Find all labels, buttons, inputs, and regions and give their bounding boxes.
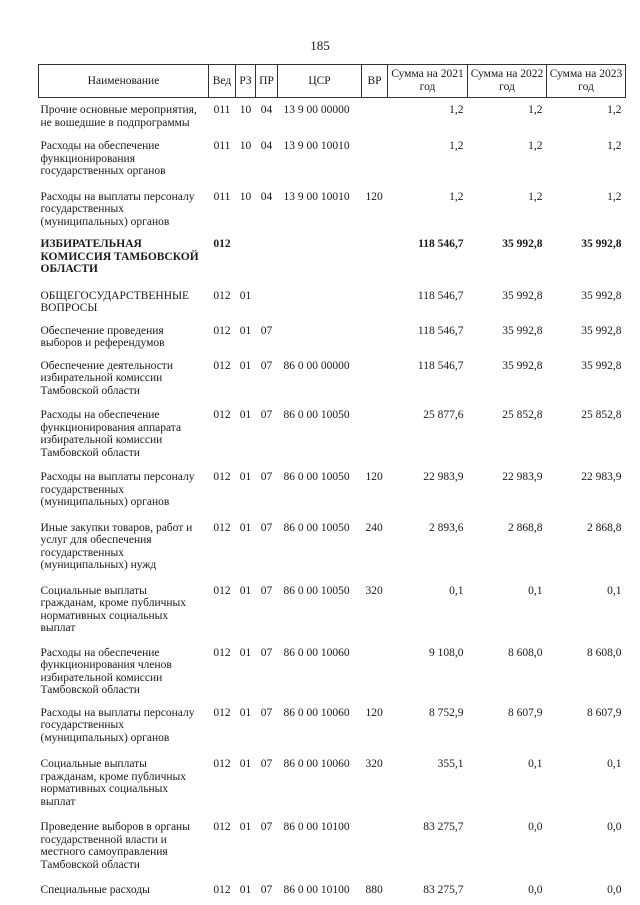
row-sum-2023: 0,1 xyxy=(607,758,622,770)
row-pr xyxy=(256,228,278,276)
row-sum-2021: 83 275,7 xyxy=(423,821,464,833)
row-ved: 012 xyxy=(213,471,231,483)
row-sum-2022: 35 992,8 xyxy=(502,324,543,337)
row-rz: 01 xyxy=(239,706,252,719)
row-sum-2021: 25 877,6 xyxy=(423,409,464,421)
row-sum-2022: 35 992,8 xyxy=(502,359,543,372)
row-sum-2023: 0,0 xyxy=(607,884,622,896)
row-pr: 07 xyxy=(260,646,273,659)
row-name: Проведение выборов в органы государственной власти и местного самоуправления Тамбовской области xyxy=(40,821,190,871)
row-pr: 04 xyxy=(260,140,273,152)
table-row xyxy=(39,350,626,398)
budget-table xyxy=(38,64,626,897)
row-name: Расходы на обеспечение функционирования аппарата избирательной комиссии Тамбовской области xyxy=(40,409,182,459)
row-ved: 012 xyxy=(213,289,231,302)
row-name: ОБЩЕГОСУДАРСТВЕННЫЕ ВОПРОСЫ xyxy=(40,289,190,314)
row-ved: 012 xyxy=(213,758,231,770)
row-rz: 01 xyxy=(239,359,252,372)
row-csr: 86 0 00 10100 xyxy=(283,821,350,833)
row-vr: 320 xyxy=(365,584,383,597)
row-vr: 120 xyxy=(365,471,383,483)
row-sum-2022: 22 983,9 xyxy=(502,471,543,483)
row-sum-2023: 25 852,8 xyxy=(581,409,622,421)
row-sum-2022: 35 992,8 xyxy=(502,238,543,250)
row-ved: 012 xyxy=(213,521,231,534)
header-sum-2021: Сумма на 2021 год xyxy=(388,65,468,98)
row-sum-2023: 22 983,9 xyxy=(581,471,622,483)
table-row xyxy=(39,744,626,808)
row-sum-2021: 1,2 xyxy=(449,104,464,116)
row-vr xyxy=(362,129,388,178)
row-name: Расходы на обеспечение функционирования членов избирательной комиссии Тамбовской области xyxy=(40,646,172,696)
row-sum-2023: 1,2 xyxy=(607,190,622,203)
row-csr: 86 0 00 10050 xyxy=(283,521,350,534)
row-pr: 07 xyxy=(260,706,273,719)
row-vr xyxy=(362,397,388,459)
row-sum-2021: 118 546,7 xyxy=(417,324,464,337)
row-pr: 04 xyxy=(260,104,273,116)
row-pr: 07 xyxy=(260,758,273,770)
row-csr: 86 0 00 00000 xyxy=(283,359,350,372)
table-row xyxy=(39,315,626,350)
row-name: Социальные выплаты гражданам, кроме публичных нормативных социальных выплат xyxy=(40,758,187,808)
row-name: Иные закупки товаров, работ и услуг для обеспечения государственных (муниципальных) нужд xyxy=(40,521,193,571)
row-ved: 012 xyxy=(213,359,231,372)
row-sum-2022: 2 868,8 xyxy=(508,521,543,534)
row-ved: 011 xyxy=(213,190,231,203)
row-vr xyxy=(362,635,388,697)
table-row xyxy=(39,276,626,315)
row-sum-2023: 0,1 xyxy=(607,584,622,597)
row-sum-2021: 1,2 xyxy=(449,140,464,152)
table-row xyxy=(39,129,626,178)
row-csr xyxy=(278,228,362,276)
row-rz: 01 xyxy=(239,521,252,534)
row-sum-2023: 1,2 xyxy=(607,104,622,116)
row-name: Расходы на выплаты персоналу государственных (муниципальных) органов xyxy=(40,190,195,228)
table-row xyxy=(39,228,626,276)
row-ved: 012 xyxy=(213,706,231,719)
row-sum-2021: 8 752,9 xyxy=(429,706,464,719)
row-sum-2022: 8 607,9 xyxy=(508,706,543,719)
header-pr: ПР xyxy=(256,65,278,98)
row-pr: 04 xyxy=(260,190,273,203)
row-name: Обеспечение проведения выборов и референдумов xyxy=(40,324,165,349)
row-sum-2021: 0,1 xyxy=(449,584,464,597)
row-vr xyxy=(362,98,388,130)
row-name: Специальные расходы xyxy=(40,884,150,896)
table-row xyxy=(39,697,626,745)
row-pr: 07 xyxy=(260,884,273,896)
row-csr xyxy=(278,315,362,350)
row-rz: 10 xyxy=(239,190,252,203)
row-sum-2023: 8 607,9 xyxy=(587,706,622,719)
row-vr: 120 xyxy=(365,706,383,719)
row-name: Расходы на выплаты персоналу государственных (муниципальных) органов xyxy=(40,706,195,744)
row-sum-2023: 0,0 xyxy=(607,821,622,833)
row-sum-2022: 1,2 xyxy=(528,190,543,203)
row-csr: 86 0 00 10060 xyxy=(283,646,350,659)
row-sum-2022: 0,1 xyxy=(528,758,543,770)
header-ved: Вед xyxy=(209,65,236,98)
row-sum-2022: 0,1 xyxy=(528,584,543,597)
row-sum-2021: 118 546,7 xyxy=(417,359,464,372)
row-vr xyxy=(362,228,388,276)
row-sum-2023: 35 992,8 xyxy=(581,359,622,372)
table-row xyxy=(39,459,626,509)
row-sum-2023: 35 992,8 xyxy=(581,238,622,250)
row-sum-2021: 118 546,7 xyxy=(418,238,464,250)
row-pr: 07 xyxy=(260,821,273,833)
row-sum-2022: 1,2 xyxy=(528,140,543,152)
row-csr: 86 0 00 10060 xyxy=(283,706,350,719)
row-rz xyxy=(236,228,256,276)
table-row xyxy=(39,509,626,572)
row-name: Социальные выплаты гражданам, кроме публичных нормативных социальных выплат xyxy=(40,584,187,634)
row-sum-2021: 118 546,7 xyxy=(417,289,464,302)
row-ved: 012 xyxy=(213,584,231,597)
row-rz: 01 xyxy=(239,584,252,597)
row-name: ИЗБИРАТЕЛЬНАЯ КОМИССИЯ ТАМБОВСКОЙ ОБЛАСТИ xyxy=(40,238,199,275)
row-sum-2023: 35 992,8 xyxy=(581,289,622,302)
row-name: Расходы на выплаты персоналу государственных (муниципальных) органов xyxy=(40,471,195,508)
row-sum-2022: 8 608,0 xyxy=(508,646,543,659)
row-rz: 01 xyxy=(239,289,252,302)
row-rz: 01 xyxy=(239,821,252,833)
row-csr xyxy=(278,276,362,315)
header-sum-2022: Сумма на 2022 год xyxy=(468,65,547,98)
row-sum-2023: 35 992,8 xyxy=(581,324,622,337)
row-sum-2022: 0,0 xyxy=(528,821,543,833)
row-vr xyxy=(362,315,388,350)
row-sum-2021: 9 108,0 xyxy=(429,646,464,659)
row-ved: 012 xyxy=(213,409,231,421)
row-name: Прочие основные мероприятия, не вошедшие в подпрограммы xyxy=(40,104,197,129)
row-vr: 240 xyxy=(365,521,383,534)
row-pr: 07 xyxy=(260,409,273,421)
row-sum-2021: 2 893,6 xyxy=(429,521,464,534)
row-rz: 01 xyxy=(239,324,252,337)
table-row xyxy=(39,572,626,635)
row-vr: 120 xyxy=(365,190,383,203)
table-row xyxy=(39,397,626,459)
row-csr: 13 9 00 10010 xyxy=(283,190,350,203)
row-rz: 01 xyxy=(239,758,252,770)
row-vr xyxy=(362,350,388,398)
row-vr xyxy=(362,276,388,315)
header-sum-2023: Сумма на 2023 год xyxy=(547,65,626,98)
row-pr: 07 xyxy=(260,471,273,483)
row-ved: 012 xyxy=(213,646,231,659)
header-vr: ВР xyxy=(362,65,388,98)
row-ved: 011 xyxy=(213,104,231,116)
row-ved: 012 xyxy=(213,884,231,896)
row-rz: 01 xyxy=(239,409,252,421)
row-vr: 320 xyxy=(365,758,383,770)
row-sum-2022: 0,0 xyxy=(528,884,543,896)
row-pr: 07 xyxy=(260,359,273,372)
row-csr: 86 0 00 10050 xyxy=(283,471,350,483)
row-vr xyxy=(362,808,388,871)
row-sum-2021: 1,2 xyxy=(449,190,464,203)
row-rz: 01 xyxy=(239,646,252,659)
row-rz: 10 xyxy=(239,104,252,116)
row-sum-2021: 355,1 xyxy=(437,758,464,770)
row-ved: 012 xyxy=(213,821,231,833)
row-sum-2023: 8 608,0 xyxy=(587,646,622,659)
table-row xyxy=(39,871,626,897)
row-rz: 01 xyxy=(239,884,252,896)
page-number: 185 xyxy=(310,38,330,53)
row-name: Расходы на обеспечение функционирования государственных органов xyxy=(40,140,166,177)
row-ved: 012 xyxy=(213,238,231,250)
row-pr: 07 xyxy=(260,324,273,337)
row-ved: 011 xyxy=(213,140,231,152)
row-sum-2023: 2 868,8 xyxy=(587,521,622,534)
row-csr: 86 0 00 10050 xyxy=(283,584,350,597)
row-csr: 86 0 00 10100 xyxy=(283,884,350,896)
row-sum-2021: 22 983,9 xyxy=(423,471,464,483)
row-sum-2022: 35 992,8 xyxy=(502,289,543,302)
header-name: Наименование xyxy=(39,65,209,98)
row-csr: 13 9 00 10010 xyxy=(283,140,350,152)
header-rz: РЗ xyxy=(236,65,256,98)
row-vr: 880 xyxy=(365,884,383,896)
row-ved: 012 xyxy=(213,324,231,337)
row-rz: 01 xyxy=(239,471,252,483)
row-rz: 10 xyxy=(239,140,252,152)
table-row xyxy=(39,98,626,130)
table-body xyxy=(39,98,626,897)
row-pr: 07 xyxy=(260,584,273,597)
row-sum-2022: 25 852,8 xyxy=(502,409,543,421)
table-row xyxy=(39,808,626,871)
row-name: Обеспечение деятельности избирательной комиссии Тамбовской области xyxy=(40,359,173,397)
table-header-row xyxy=(39,65,626,98)
row-csr: 86 0 00 10060 xyxy=(283,758,350,770)
row-pr: 07 xyxy=(260,521,273,534)
row-csr: 86 0 00 10050 xyxy=(283,409,350,421)
table-row xyxy=(39,635,626,697)
row-sum-2023: 1,2 xyxy=(607,140,622,152)
table-row xyxy=(39,178,626,229)
row-sum-2022: 1,2 xyxy=(528,104,543,116)
header-csr: ЦСР xyxy=(278,65,362,98)
row-sum-2021: 83 275,7 xyxy=(423,884,464,896)
row-csr: 13 9 00 00000 xyxy=(283,104,350,116)
row-pr xyxy=(256,276,278,315)
